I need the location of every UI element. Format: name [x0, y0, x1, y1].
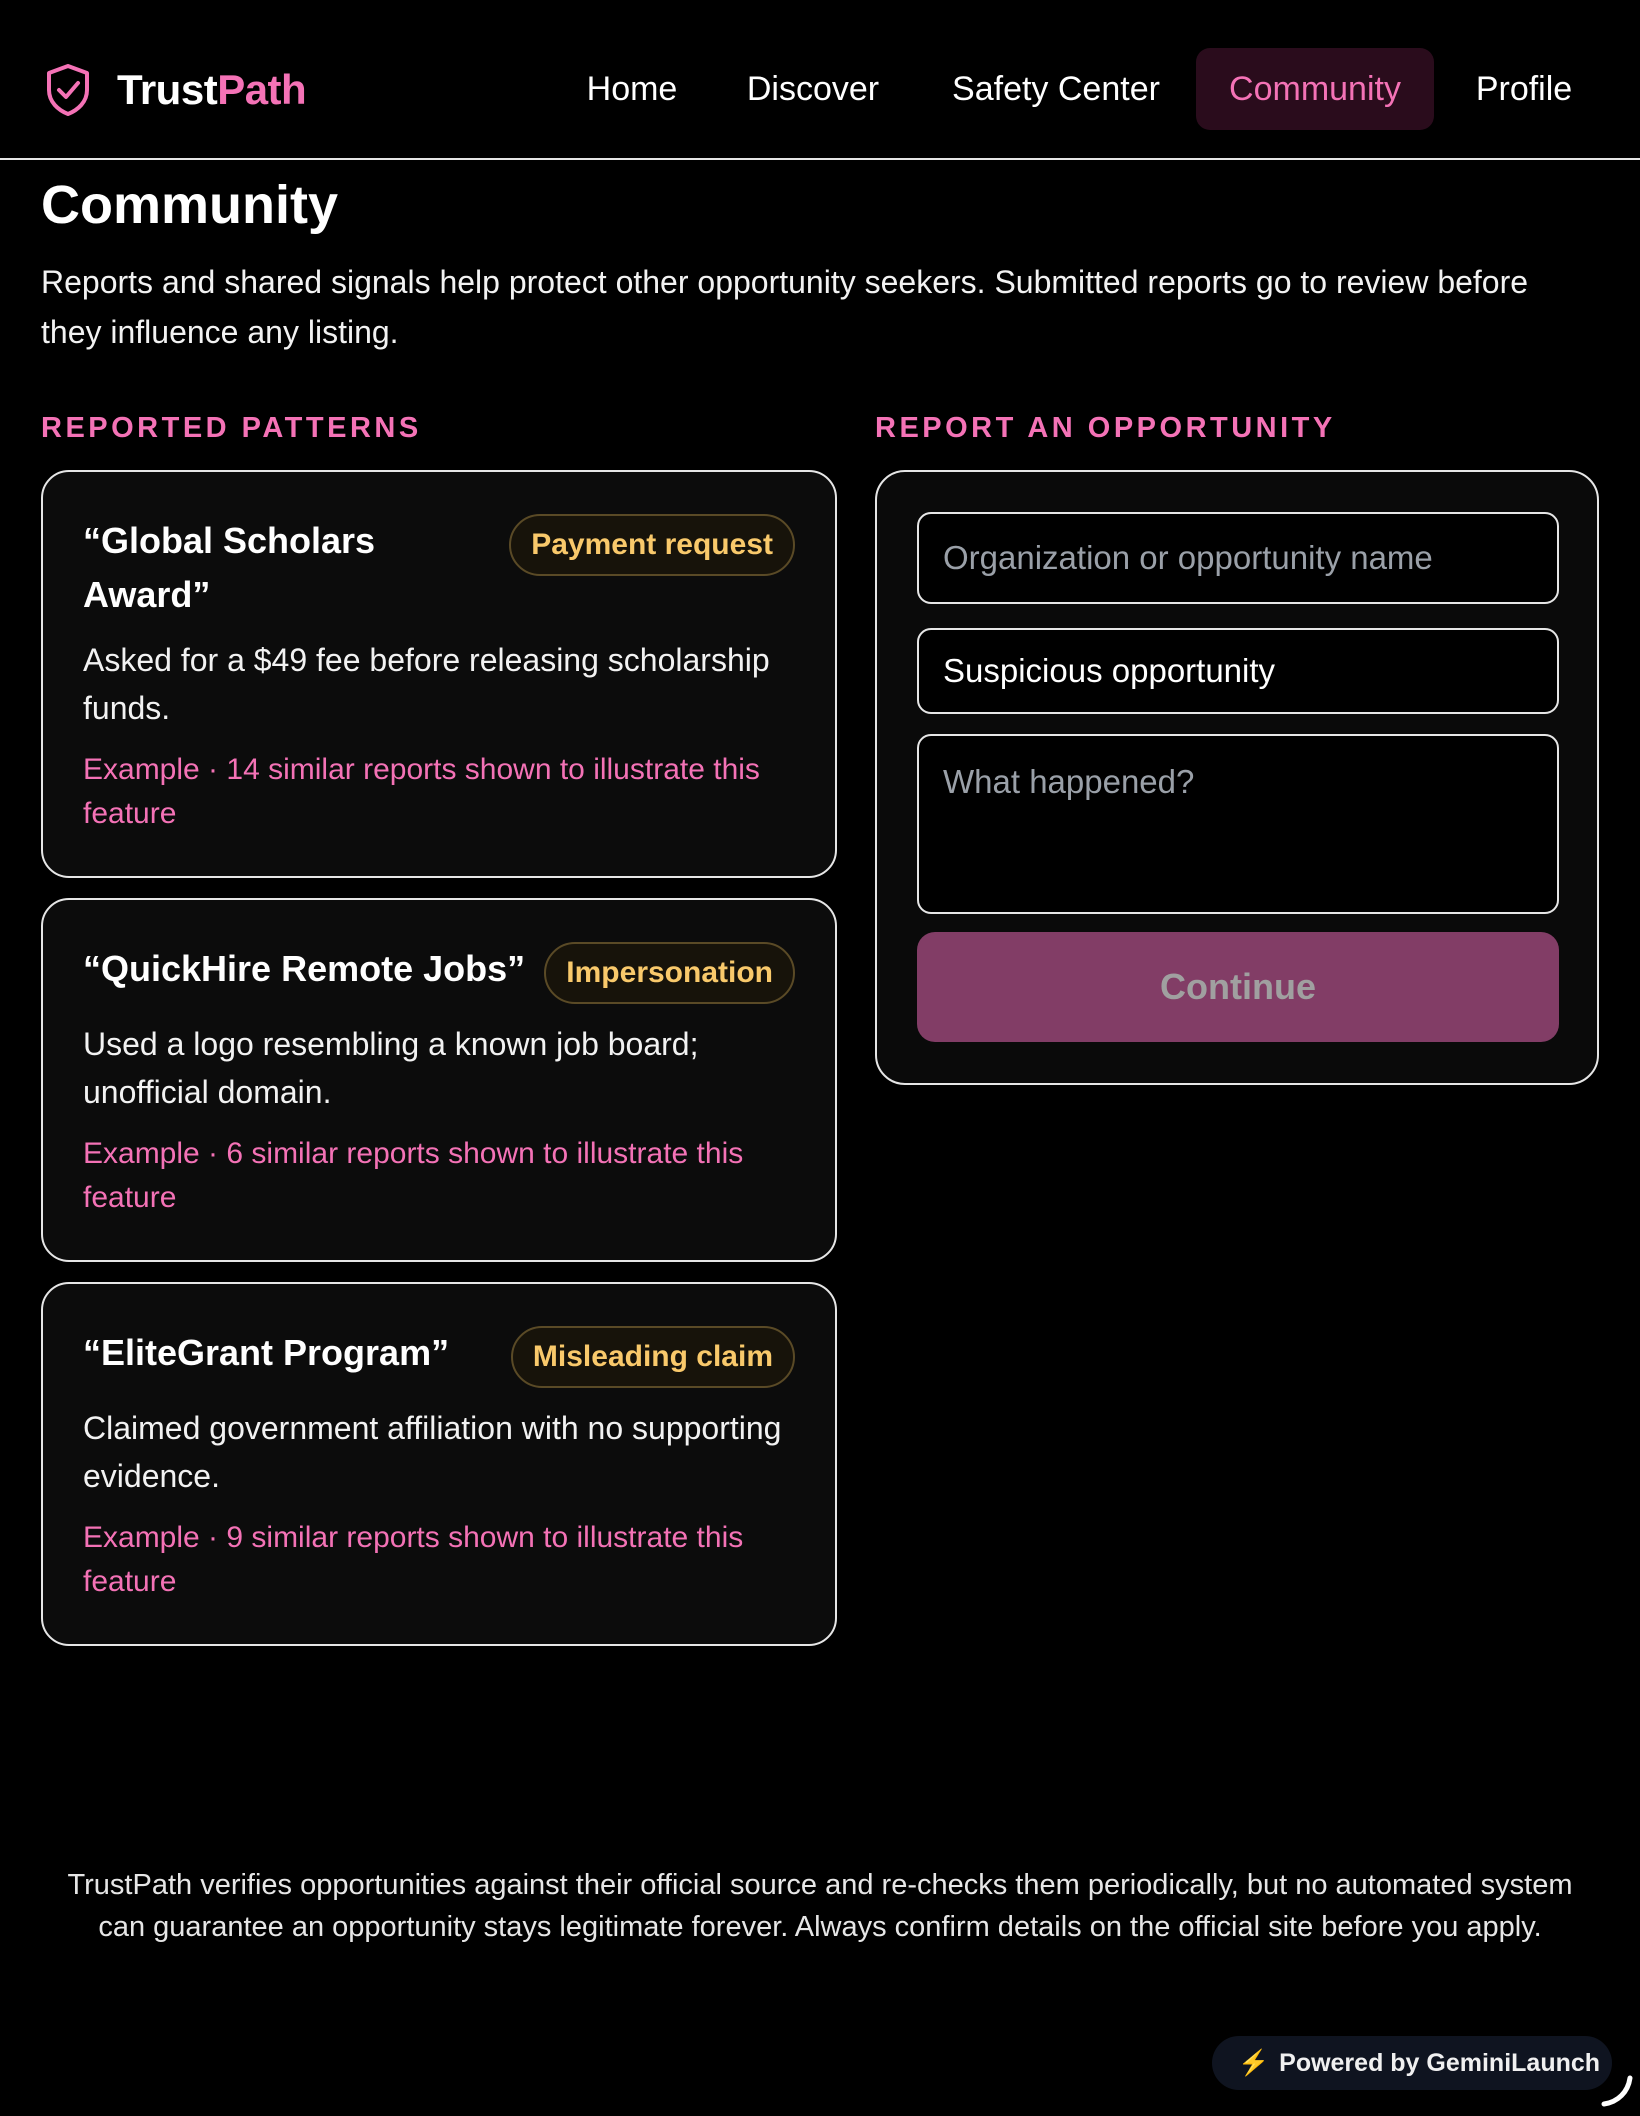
report-form [875, 470, 1599, 1085]
powered-by-badge[interactable] [1212, 2036, 1612, 2090]
pattern-card-title: “EliteGrant Program” [83, 1332, 450, 1373]
pattern-card-meta: Example · 6 similar reports shown to illustrate this feature [83, 1137, 744, 1214]
pattern-card[interactable] [41, 1282, 837, 1646]
pattern-card-description: Asked for a $49 fee before releasing scholarship funds. [83, 642, 770, 726]
pattern-card-meta: Example · 14 similar reports shown to illustrate this feature [83, 753, 760, 830]
pattern-badge: Impersonation [544, 942, 795, 1004]
continue-button[interactable]: Continue [917, 932, 1559, 1042]
resize-handle-icon[interactable] [1596, 2070, 1636, 2110]
top-header [0, 0, 1640, 160]
nav-home[interactable]: Home [586, 70, 678, 108]
pattern-card-title: “Global Scholars Award” [83, 520, 376, 615]
brand-name-main: Trust [117, 66, 218, 113]
pattern-card-description: Claimed government affiliation with no supporting evidence. [83, 1410, 782, 1494]
page-title: Community [41, 175, 338, 235]
report-details-textarea[interactable] [917, 734, 1559, 914]
nav-community[interactable]: Community [1196, 48, 1434, 130]
nav-safety-center[interactable]: Safety Center [952, 70, 1160, 108]
footer-disclaimer: TrustPath verifies opportunities against their official source and re-checks them periodically, but no automated system can guarantee an opportunity stays legitimate forever. Always confirm details on the official site before you apply. [67, 1869, 1573, 1943]
organization-name-input[interactable] [917, 512, 1559, 604]
pattern-card-description: Used a logo resembling a known job board; unofficial domain. [83, 1026, 699, 1110]
bolt-icon: ⚡ [1238, 2049, 1270, 2077]
reported-patterns-label: REPORTED PATTERNS [41, 412, 422, 444]
powered-by-label: Powered by GeminiLaunch [1279, 2049, 1601, 2077]
report-type-select[interactable]: Suspicious opportunity [917, 628, 1559, 714]
report-opportunity-label: REPORT AN OPPORTUNITY [875, 412, 1336, 444]
nav-discover[interactable]: Discover [746, 70, 880, 108]
shield-check-icon[interactable] [44, 62, 92, 118]
pattern-card[interactable] [41, 898, 837, 1262]
pattern-card[interactable] [41, 470, 837, 878]
brand-name-accent: Path [217, 66, 307, 113]
pattern-card-meta: Example · 9 similar reports shown to illustrate this feature [83, 1521, 744, 1598]
page-intro: Reports and shared signals help protect other opportunity seekers. Submitted reports go to review before they influence any listing. [41, 264, 1529, 350]
nav-profile[interactable]: Profile [1475, 70, 1573, 108]
pattern-card-title: “QuickHire Remote Jobs” [83, 948, 526, 989]
pattern-badge: Payment request [509, 514, 795, 576]
pattern-badge: Misleading claim [511, 1326, 795, 1388]
brand-logo[interactable] [117, 64, 306, 116]
